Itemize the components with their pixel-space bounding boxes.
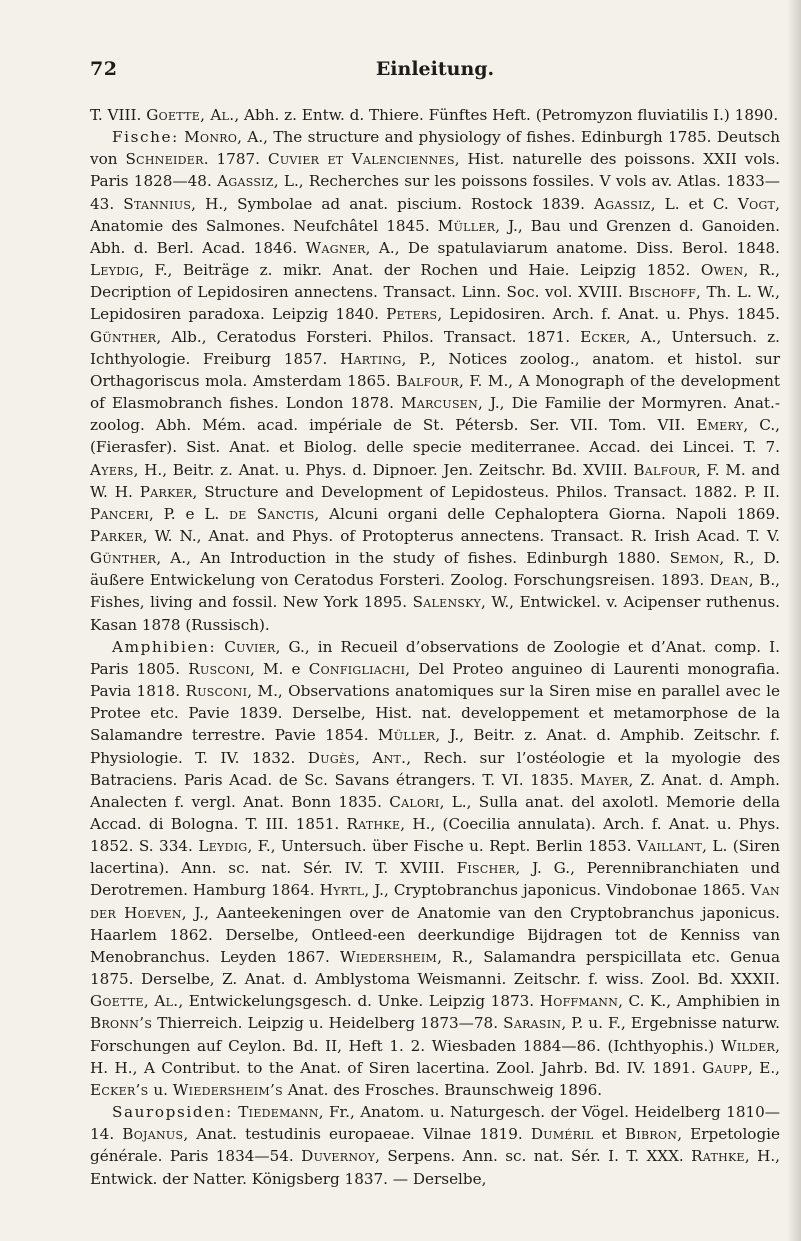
bibliography-text	[90, 104, 780, 1190]
author-name: Cuvier	[224, 637, 276, 656]
text-run: , Fr., Anatom. u. Naturgesch. der Vögel. Heidelberg 1810—14.	[90, 1103, 780, 1144]
text-run: ,	[355, 748, 373, 767]
text-run: , A., The structure and physiology of fishes. Edinburgh 1785. Deutsch von	[90, 128, 781, 169]
text-run: , Hist. naturelle des poissons. XXII vols. Paris 1828—48.	[90, 150, 781, 191]
author-name: Calori	[389, 792, 440, 811]
text-run: , Del Proteo anguineo di Laurenti monografia. Pavia 1818.	[90, 659, 780, 701]
text-run: et	[593, 1125, 625, 1144]
author-name: Bibron	[624, 1125, 678, 1144]
author-name: Ecker’s	[90, 1080, 149, 1099]
author-name: Harting	[340, 349, 402, 368]
author-name: Parker	[90, 526, 143, 545]
text-run: , R., Salamandra perspicillata etc. Genua 1875. Derselbe, Z. Anat. d. Amblystoma Weismanni. Zeitschr. f. wiss. Zool. Bd. XXXII.	[90, 947, 780, 989]
text-run: , A., An Introduction in the study of fishes. Edinburgh 1880.	[156, 549, 670, 568]
author-name: Panceri	[90, 504, 149, 523]
text-run: T. VIII.	[90, 106, 147, 124]
section-heading: Fische:	[112, 128, 179, 147]
text-run: , G., in Recueil d’observations de Zoologie et d’Anat. comp. I. Paris 1805.	[90, 637, 780, 678]
text-run: , F. M. and W. H.	[90, 460, 780, 501]
text-run: , L. et C.	[650, 194, 738, 213]
author-name: Müller	[377, 726, 436, 745]
author-name: Wiedersheim	[339, 947, 438, 966]
author-name: Balfour	[633, 460, 697, 479]
author-name: Duvernoy	[301, 1147, 376, 1166]
author-name: Müller	[437, 216, 496, 235]
text-run: , A., Untersuch. z. Ichthyologie. Freiburg 1857.	[90, 327, 780, 368]
text-run: , L. (Siren lacertina). Ann. sc. nat. Sér. IV. T. XVIII.	[90, 837, 780, 878]
text-run: , J., Bau und Grenzen d. Ganoiden. Abh. d. Berl. Acad. 1846.	[90, 216, 780, 257]
text-run: , J., Aanteekeningen over de Anatomie van den Cryptobranchus japonicus. Haarlem 1862. Derselbe, Ontleed-een deerkundige Bijdragen tot de Kenniss van Menobranchus. Leyden 1867.	[90, 903, 780, 966]
author-name: Gaupp	[702, 1058, 748, 1077]
text-run: , C. K., Amphibien in	[618, 992, 780, 1011]
page-number: 72	[90, 58, 118, 80]
author-name: Owen	[700, 261, 744, 280]
text-run: , R., D. äußere Entwickelung von Ceratodus Forsteri. Zoolog. Forschungsreisen. 1893.	[90, 549, 780, 590]
text-run: , Entwickelungsgesch. d. Unke. Leipzig 1873.	[178, 992, 540, 1011]
text-run: , Th. L. W., Lepidosiren paradoxa. Leipzig 1840.	[90, 283, 781, 324]
text-run: , F., Untersuch. über Fische u. Rept. Berlin 1853.	[247, 837, 637, 856]
text-run: , Lepidosiren. Arch. f. Anat. u. Phys. 1845.	[437, 305, 780, 324]
author-name: Tiedemann	[238, 1103, 319, 1122]
text-run: , L., Recherches sur les poissons fossiles. V vols av. Atlas. 1833—43.	[90, 172, 780, 213]
author-name: Salensky	[412, 593, 482, 612]
text-run: Anat. des Frosches. Braunschweig 1896.	[282, 1080, 603, 1099]
author-name: Marcusen	[400, 394, 479, 413]
text-run: , J., Die Familie der Mormyren. Anat.-zoolog. Abh. Mém. acad. impériale de St. Pétersb. Ser. VII. Tom. VII.	[90, 394, 780, 435]
author-name: Van der Hoeven	[90, 881, 780, 922]
text-run: , B., Fishes, living and fossil. New York 1895.	[90, 571, 780, 612]
author-name: Leydig	[90, 261, 140, 280]
author-name: Rusconi	[188, 659, 251, 678]
text-run: , Z. Anat. d. Amph. Analecten f. vergl. Anat. Bonn 1835.	[90, 770, 780, 811]
author-name: Agassiz	[217, 172, 274, 191]
author-name: Dean	[709, 571, 749, 590]
text-run: , C., (Fierasfer). Sist. Anat. et Biolog. delle specie mediterranee. Accad. dei Lincei. T. 7.	[90, 416, 780, 457]
text-run: u.	[148, 1080, 173, 1099]
author-name: Ecker	[580, 327, 626, 346]
text-run: , L., Sulla anat. del axolotl. Memorie della Accad. di Bologna. T. III. 1851.	[90, 792, 780, 833]
author-name: Semon	[669, 549, 720, 568]
text-run: , W., Entwickel. v. Acipenser ruthenus. Kasan 1878 (Russisch).	[90, 593, 780, 634]
author-name: Bojanus	[122, 1125, 184, 1144]
author-name: Duméril	[530, 1125, 594, 1144]
running-title: Einleitung.	[375, 58, 495, 80]
author-name: Balfour	[396, 371, 459, 390]
text-run: , H., (Coecilia annulata). Arch. f. Anat. u. Phys. 1852. S. 334.	[90, 815, 780, 856]
author-name: Goette, Al.	[146, 106, 235, 124]
author-name: Bischoff	[628, 283, 697, 302]
text-run: , Anatomie des Salmones. Neufchâtel 1845.	[90, 194, 780, 235]
text-run: , J., Beitr. z. Anat. d. Amphib. Zeitschr. f. Physiologie. T. IV. 1832.	[90, 726, 780, 767]
author-name: Leydig	[198, 837, 248, 856]
text-run: Thierreich. Leipzig u. Heidelberg 1873—78.	[152, 1014, 504, 1033]
text-run: , W. N., Anat. and Phys. of Protopterus annectens. Transact. R. Irish Acad. T. V.	[142, 526, 780, 545]
author-name: Hyrtl	[319, 881, 365, 900]
author-name: Bronn’s	[90, 1014, 153, 1033]
author-name: Agassiz	[594, 194, 651, 213]
author-name: Sarasin	[503, 1014, 562, 1033]
author-name: de Sanctis	[229, 504, 315, 523]
author-name: Configliachi	[308, 659, 406, 678]
text-run: , J., Cryptobranchus japonicus. Vindobonae 1865.	[364, 881, 751, 900]
author-name: Rathke	[346, 815, 401, 833]
text-run: , H., Symbolae ad anat. piscium. Rostock 1839.	[191, 194, 595, 213]
text-run: . 1787.	[203, 150, 268, 169]
author-name: Ayers	[90, 460, 134, 479]
author-name: Günther	[90, 549, 157, 568]
author-name: Dugès	[307, 748, 356, 767]
author-name: Rathke	[691, 1147, 745, 1166]
author-name: Vogt	[737, 194, 776, 213]
text-run: , P., Notices zoolog., anatom. et histol. sur Orthagoriscus mola. Amsterdam 1865.	[90, 349, 780, 390]
text-run: , F. M., A Monograph of the development of Elasmobranch fishes. London 1878.	[90, 371, 780, 413]
author-name: Wiedersheim’s	[172, 1080, 283, 1099]
text-run: , H. H., A Contribut. to the Anat. of Siren lacertina. Zool. Jahrb. Bd. IV. 1891.	[90, 1036, 780, 1077]
text-run: , Alb., Ceratodus Forsteri. Philos. Transact. 1871.	[156, 327, 581, 346]
author-name: Peters	[386, 305, 438, 324]
text-run: ,	[143, 992, 155, 1011]
text-run: , Abh. z. Entw. d. Thiere. Fünftes Heft. (Petromyzon fluviatilis I.) 1890.	[234, 106, 779, 124]
author-name: Rusconi	[185, 682, 248, 701]
text-run: , H., Beitr. z. Anat. u. Phys. d. Dipnoer. Jen. Zeitschr. Bd. XVIII.	[133, 460, 634, 479]
author-name: Al.	[154, 992, 179, 1011]
text-run: , P. u. F., Ergebnisse naturw. Forschungen auf Ceylon. Bd. II, Heft 1. 2. Wiesbaden 1884—86. (Ichthyophis.)	[90, 1014, 780, 1055]
text-run: , J. G., Perennibranchiaten und Derotremen. Hamburg 1864.	[90, 859, 780, 900]
text-run: , M. e	[250, 659, 309, 678]
author-name: Goette	[90, 992, 144, 1011]
text-run: , R., Decription of Lepidosiren annectens. Transact. Linn. Soc. vol. XVIII.	[90, 261, 780, 302]
text-run: , M., Observations anatomiques sur la Siren mise en parallel avec le Protee etc. Pavie 1839. Derselbe, Hist. nat. developpement et metamorphose de la Salamandre terrestre. Pavie 1854.	[90, 682, 780, 745]
paragraph-continuation	[90, 104, 780, 126]
text-run: , A., De spatulaviarum anatome. Diss. Berol. 1848.	[365, 238, 780, 257]
page-header	[90, 58, 780, 88]
text-run: , H., Entwick. der Natter. Königsberg 1837. — Derselbe,	[90, 1147, 780, 1188]
author-name: Günther	[90, 327, 157, 346]
text-run: , E.,	[747, 1058, 780, 1077]
paragraph-sauropsiden	[90, 1101, 780, 1190]
author-name: Vaillant	[636, 837, 703, 856]
text-run: , F., Beiträge z. mikr. Anat. der Rochen und Haie. Leipzig 1852.	[139, 261, 701, 280]
author-name: Wilder	[720, 1036, 776, 1055]
paragraph-fische	[90, 126, 780, 636]
text-run: , Alcuni organi delle Cephaloptera Giorna. Napoli 1869.	[314, 504, 780, 523]
author-name: Hoffmann	[539, 992, 619, 1011]
text-run: , Erpetologie générale. Paris 1834—54.	[90, 1125, 781, 1166]
text-run: , Anat. testudinis europaeae. Vilnae 1819.	[183, 1125, 531, 1144]
section-heading: Sauropsiden:	[112, 1103, 233, 1122]
text-run: , Serpens. Ann. sc. nat. Sér. I. T. XXX.	[375, 1147, 692, 1166]
author-name: Stannius	[123, 194, 192, 213]
author-name: Mayer	[580, 770, 629, 789]
section-heading: Amphibien:	[112, 637, 217, 656]
text-run: , Structure and Development of Lepidosteus. Philos. Transact. 1882. P. II.	[192, 482, 780, 501]
page-edge-shadow	[787, 0, 801, 1241]
text-run: , Rech. sur l’ostéologie et la myologie des Batraciens. Paris Acad. de Sc. Savans étrangers. T. VI. 1835.	[90, 748, 781, 789]
author-name: Wagner	[305, 238, 366, 257]
author-name: Parker	[139, 482, 193, 501]
author-name: Schneider	[125, 150, 204, 169]
author-name: Emery	[696, 416, 744, 435]
author-name: Monro	[184, 128, 238, 147]
author-name: Ant.	[372, 748, 407, 767]
text-run: , P. e L.	[148, 504, 230, 523]
author-name: Fischer	[456, 859, 516, 878]
author-name: Cuvier et Valenciennes	[267, 150, 455, 169]
paragraph-amphibien	[90, 636, 780, 1101]
